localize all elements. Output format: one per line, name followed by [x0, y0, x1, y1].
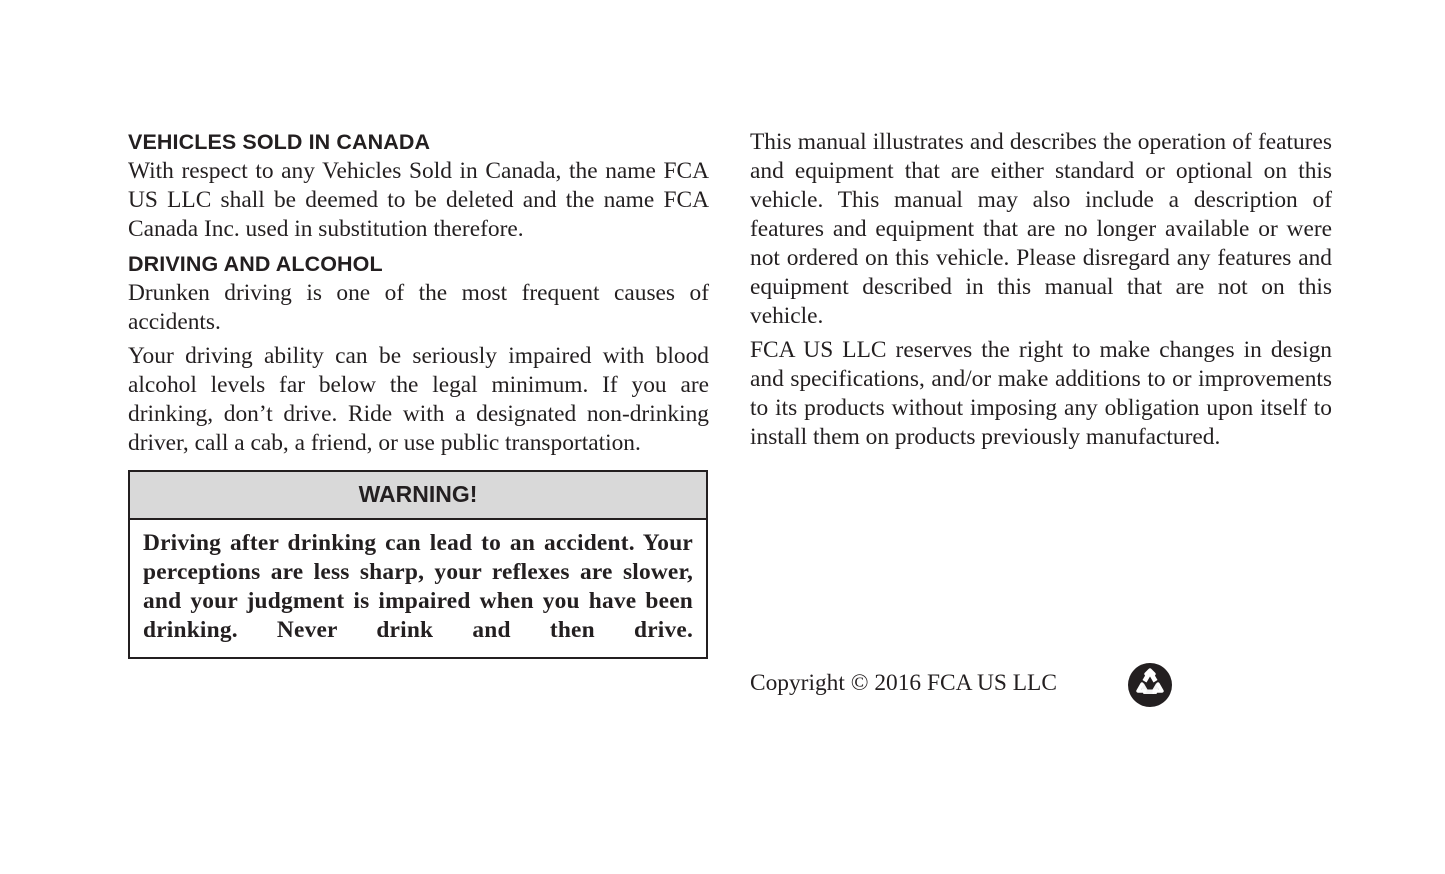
rights-paragraph: FCA US LLC reserves the right to make changes in design and specifications, and/or make additions to or improvements to its products without imposing any obligation upon itself to install them on products previously manufactured. — [750, 337, 1332, 450]
copyright-notice: Copyright © 2016 FCA US LLC — [750, 670, 1057, 696]
alcohol-paragraph-2: Your driving ability can be seriously impaired with blood alcohol levels far below the legal minimum. If you are drinking, don’t drive. Ride with a designated non-drinking driver, call a cab, a friend, or use public transportation. — [128, 343, 709, 456]
warning-text: Driving after drinking can lead to an accident. Your perceptions are less sharp, your reflexes are slower, and your judgment is impaired when you have been drinking. Never drink and then drive. — [143, 530, 693, 643]
heading-vehicles-sold-in-canada: VEHICLES SOLD IN CANADA — [128, 130, 431, 154]
heading-driving-and-alcohol: DRIVING AND ALCOHOL — [128, 252, 383, 276]
canada-paragraph: With respect to any Vehicles Sold in Canada, the name FCA US LLC shall be deemed to be deleted and the name FCA Canada Inc. used in substitution therefore. — [128, 158, 709, 242]
alcohol-paragraph-1: Drunken driving is one of the most frequent causes of accidents. — [128, 280, 709, 335]
left-column — [128, 128, 709, 659]
warning-title: WARNING! — [130, 472, 706, 520]
recycle-icon — [1127, 662, 1173, 708]
warning-box — [128, 470, 708, 659]
manual-intro-paragraph: This manual illustrates and describes the operation of features and equipment that are either standard or optional on this vehicle. This manual may also include a description of features and equipment that are no longer available or were not ordered on this vehicle. Please disregard any features and equipment described in this manual that are not on this vehicle. — [750, 129, 1332, 329]
right-column — [750, 128, 1332, 452]
